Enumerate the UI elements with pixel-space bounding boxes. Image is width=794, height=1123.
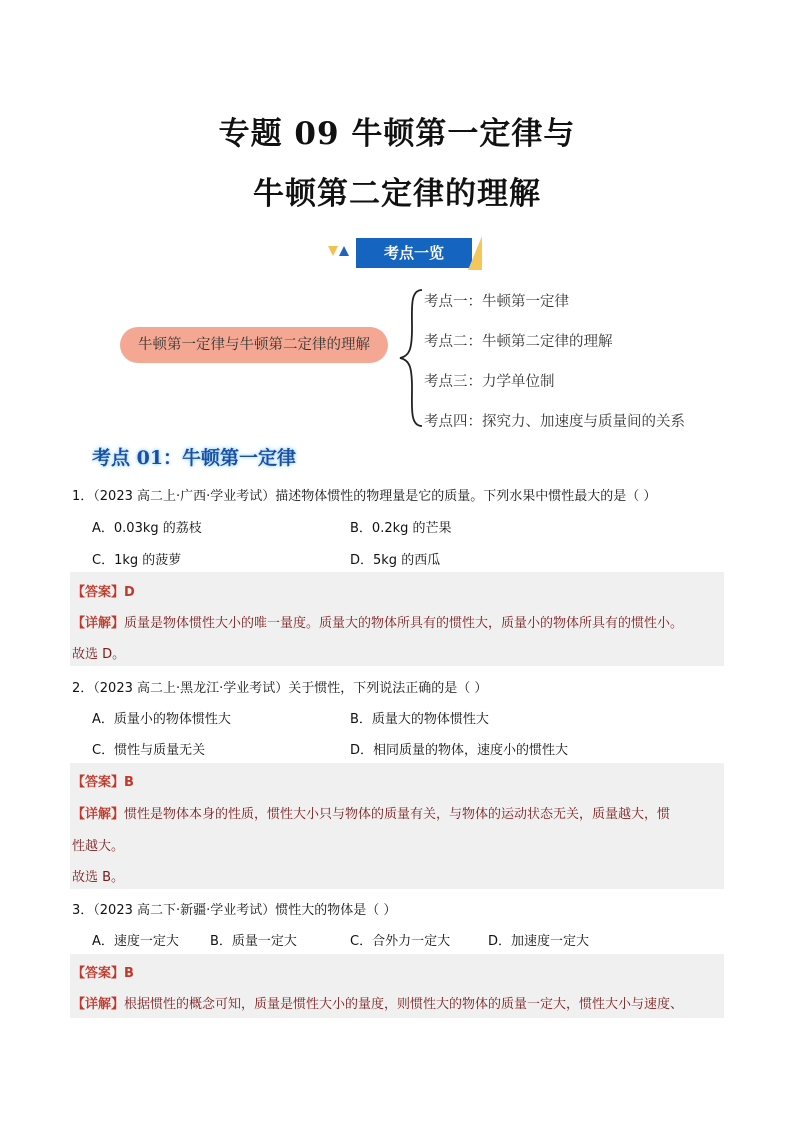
- q1-detail-text: 质量是物体惯性大小的唯一量度。质量大的物体所具有的惯性大，质量小的物体所具有的惯性小。: [124, 616, 684, 631]
- q2-answer-value: B: [124, 775, 134, 790]
- q2-answer: [72, 771, 134, 790]
- q2-answer-box: [70, 763, 724, 889]
- q2-detail-label: 【详解】: [72, 807, 125, 822]
- q2-detail-cont: 性越大。: [72, 839, 125, 854]
- q1-answer-value: D: [124, 585, 135, 600]
- q3-stem: 3．（2023 高二下·新疆·学业考试）惯性大的物体是（ ）: [72, 903, 397, 918]
- q1-detail-label: 【详解】: [72, 616, 125, 631]
- q2-conclusion: 故选 B。: [72, 870, 125, 885]
- mindmap-item-4: 考点四：探究力、加速度与质量间的关系: [424, 414, 685, 430]
- q3-option-b: B．质量一定大: [210, 934, 297, 949]
- mindmap-center: 牛顿第一定律与牛顿第二定律的理解: [120, 327, 388, 363]
- q2-option-b: B．质量大的物体惯性大: [350, 712, 489, 727]
- page-title-line2: 牛顿第二定律的理解: [253, 176, 541, 212]
- overview-badge-label: 考点一览: [356, 238, 472, 268]
- q3-detail-label: 【详解】: [72, 997, 125, 1012]
- q3-option-a: A．速度一定大: [92, 934, 179, 949]
- q1-stem: 1．（2023 高二上·广西·学业考试）描述物体惯性的物理量是它的质量。下列水果中惯性最大的是（ ）: [72, 489, 657, 504]
- q1-answer: [72, 581, 135, 600]
- q1-detail: [72, 612, 683, 631]
- q3-option-c: C．合外力一定大: [350, 934, 451, 949]
- q1-option-a: A．0.03kg 的荔枝: [92, 521, 202, 536]
- section-title: 考点 01：牛顿第一定律: [92, 447, 297, 469]
- q2-stem: 2．（2023 高二上·黑龙江·学业考试）关于惯性，下列说法正确的是（ ）: [72, 681, 488, 696]
- q3-answer-label: 【答案】: [72, 966, 125, 981]
- mindmap-item-2: 考点二：牛顿第二定律的理解: [424, 334, 613, 350]
- q2-detail: [72, 803, 670, 822]
- page-title-line1: 专题 09 牛顿第一定律与: [218, 116, 576, 152]
- brace-icon: [396, 288, 426, 428]
- q1-option-c: C．1kg 的菠萝: [92, 553, 182, 568]
- q1-conclusion: 故选 D。: [72, 647, 126, 662]
- q3-option-d: D．加速度一定大: [488, 934, 590, 949]
- q3-answer-value: B: [124, 966, 134, 981]
- q3-answer: [72, 962, 134, 981]
- q1-option-d: D．5kg 的西瓜: [350, 553, 441, 568]
- q3-detail-text: 根据惯性的概念可知，质量是惯性大小的量度，则惯性大的物体的质量一定大，惯性大小与速度、: [124, 997, 684, 1012]
- q2-option-d: D．相同质量的物体，速度小的惯性大: [350, 743, 569, 758]
- mindmap-item-1: 考点一：牛顿第一定律: [424, 294, 569, 310]
- q3-detail: [72, 993, 683, 1012]
- q1-answer-label: 【答案】: [72, 585, 125, 600]
- overview-badge: [322, 236, 492, 270]
- q2-answer-label: 【答案】: [72, 775, 125, 790]
- q1-option-b: B．0.2kg 的芒果: [350, 521, 452, 536]
- triangle-down-icon: [328, 246, 338, 256]
- mindmap-item-3: 考点三：力学单位制: [424, 374, 555, 390]
- q2-option-a: A．质量小的物体惯性大: [92, 712, 231, 727]
- q2-detail-text: 惯性是物体本身的性质，惯性大小只与物体的质量有关，与物体的运动状态无关，质量越大，惯: [124, 807, 671, 822]
- triangle-up-icon: [339, 246, 349, 256]
- q2-option-c: C．惯性与质量无关: [92, 743, 206, 758]
- badge-tail-shape: [468, 236, 482, 270]
